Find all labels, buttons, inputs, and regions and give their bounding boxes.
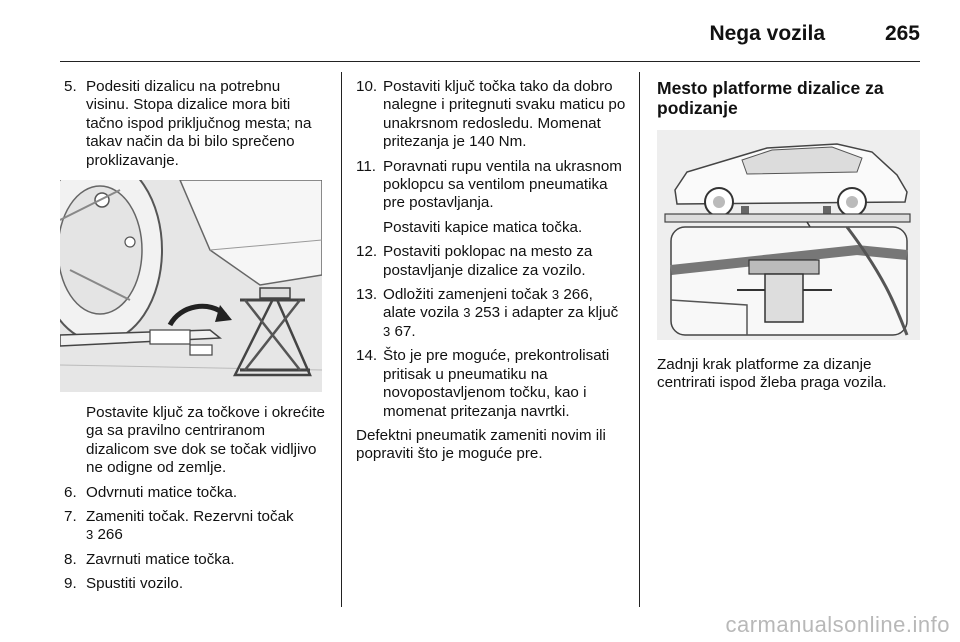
page-ref-link[interactable]: 266 (97, 526, 123, 544)
step-number: 7. (64, 508, 77, 526)
step-text: Zavrnuti matice točka. (86, 550, 235, 568)
page-number: 265 (884, 22, 920, 45)
step-13 (356, 286, 628, 341)
figure-caption: Zadnji krak platforme za dizanje centrirati ispod žleba praga vozila. (657, 356, 887, 392)
page-header (60, 18, 920, 62)
step-text-main: Zameniti točak. Rezervni točak (86, 508, 294, 526)
step-14 (356, 347, 628, 421)
step-text: Odvrnuti matice točka. (86, 483, 238, 501)
step-number: 5. (64, 78, 77, 95)
step-text: Spustiti vozilo. (86, 575, 184, 593)
closing-paragraph: Defektni pneumatik zameniti novim ili popraviti što je moguće pre. (356, 426, 606, 463)
step-12 (356, 243, 628, 280)
jack-wheel-illustration (60, 180, 322, 392)
page-ref-link[interactable]: 253 (474, 304, 501, 322)
page-ref-arrow-icon: 3 (383, 323, 391, 339)
page-ref-arrow-icon: 3 (463, 305, 471, 321)
column-3 (657, 78, 922, 399)
step-text (383, 286, 628, 341)
step-text: Postaviti ključ točka tako da dobro nalegne i pritegnuti svaku maticu po unakrsnom redosledu. Momenat pritezanja je 140 Nm. (383, 78, 626, 151)
step-number: 9. (64, 575, 77, 593)
step-text (86, 508, 326, 545)
watermark-text: carmanualsonline.info (725, 612, 950, 637)
column-1 (64, 78, 326, 600)
column-divider-2 (639, 72, 640, 607)
section-heading: Mesto platforme dizalice za podizanje (657, 78, 884, 118)
page-ref-arrow-icon: 3 (86, 527, 94, 543)
jack-wheel-drawing (60, 180, 322, 392)
step-number: 8. (64, 550, 77, 568)
step-number: 12. (356, 243, 378, 261)
step-number: 13. (356, 286, 378, 304)
step-number: 6. (64, 483, 77, 501)
step-text: Postaviti poklopac na mesto za postavljanje dizalice za vozilo. (383, 243, 593, 279)
column-divider-1 (341, 72, 342, 607)
page-ref-link[interactable]: 67. (394, 322, 416, 340)
step-number: 10. (356, 78, 378, 95)
figure-instruction: Postavite ključ za točkove i okrećite ga sa pravilno centriranom dizalicom sve dok se točak vidljivo ne odigne od zemlje. (86, 404, 325, 477)
step-5 (64, 78, 326, 170)
step-number: 14. (356, 347, 378, 365)
step-text: Podesiti dizalicu na potrebnu visinu. Stopa dizalice mora biti tačno ispod priključnog mesta; na takav način da bi bilo sprečeno proklizavanje. (86, 78, 312, 169)
jack-platform-illustration (657, 130, 920, 340)
step-8 (64, 551, 326, 569)
step-7 (64, 508, 326, 545)
chapter-title: Nega vozila (709, 22, 825, 45)
step-text: Poravnati rupu ventila na ukrasnom poklopcu sa ventilom pneumatika pre postavljanja. (383, 157, 622, 212)
car-lift-drawing (657, 130, 920, 340)
step-10 (356, 78, 628, 152)
step-text-part: Odložiti zamenjeni točak (383, 286, 548, 304)
page-ref-arrow-icon: 3 (551, 287, 560, 303)
step-6 (64, 484, 326, 502)
step-9 (64, 575, 326, 593)
step-text-part: i adapter za ključ (504, 304, 619, 322)
column-2 (356, 78, 628, 470)
step-text-part: alate vozila (383, 304, 459, 322)
step-11-note: Postaviti kapice matica točka. (383, 218, 583, 236)
page-ref-link[interactable]: 266, (563, 286, 593, 304)
header-rule (60, 61, 920, 62)
step-text: Što je pre moguće, prekontrolisati pritisak u pneumatiku na novopostavljenom točku, kao i momenat pritezanja navrtki. (383, 347, 610, 420)
step-11 (356, 158, 628, 213)
step-number: 11. (356, 157, 376, 175)
